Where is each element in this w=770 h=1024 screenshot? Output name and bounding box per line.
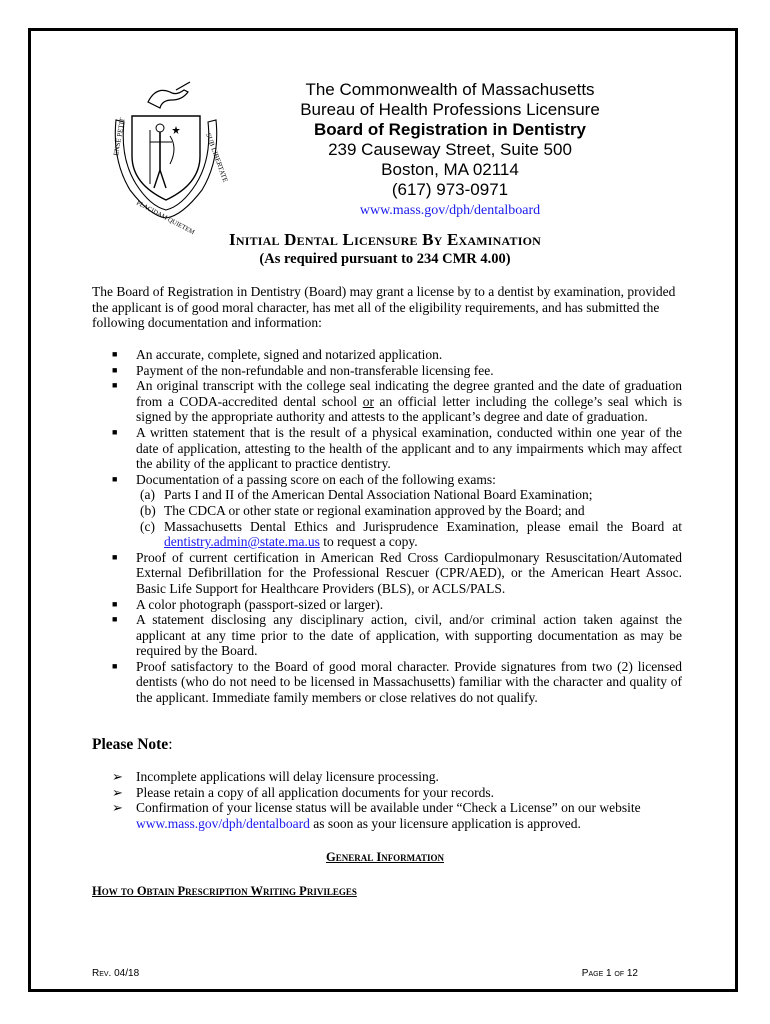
document-subtitle: (As required pursuant to 234 CMR 4.00) [259,251,511,267]
bullet-square-icon: ■ [112,473,118,484]
notes-list [92,769,682,831]
phone-number: (617) 973-0971 [391,180,509,199]
page-number: Page 1 of 12 [581,968,638,979]
commonwealth-line: The Commonwealth of Massachusetts [305,80,595,99]
bullet-square-icon: ■ [112,426,118,437]
list-item: ■ An accurate, complete, signed and notarized application. [112,347,443,362]
list-item: ➢ Incomplete applications will delay licensure processing. [112,769,439,784]
list-item: ■ Documentation of a passing score on each of the following exams: (a) Parts I and II of the American Dental Association National Board Examination; (b) The CDCA or other state or regional examination approved by the Board; and (c) Massachusetts Dental Ethics and Jurisprudence Examination, please email the Board at dentistry.admin@state.ma.us to request a copy. [112,471,682,550]
document-title: Initial Dental Licensure By Examination [229,230,541,249]
city-state-zip: Boston, MA 02114 [381,160,519,179]
list-item: ➢ Confirmation of your license status will be available under “Check a License” on our website www.mass.gov/dph/dentalboard as soon as your licensure application is approved. [112,800,641,831]
revision-label: Rev. 04/18 [92,968,140,979]
arrow-bullet-icon: ➢ [112,784,123,800]
bullet-square-icon: ■ [112,660,118,671]
seal-ring-left: ENSE PETIT [112,117,127,157]
board-email-link[interactable]: dentistry.admin@state.ma.us [164,534,320,550]
arrow-bullet-icon: ➢ [112,800,123,816]
list-item: ■ A written statement that is the result of a physical examination, conducted within one year of the date of application, attesting to the health of the applicant and to any impairments which may affect the ability of the applicant to practice dentistry. [112,424,682,472]
letterhead [270,80,630,220]
exam-sublist [136,487,682,549]
bullet-square-icon: ■ [112,598,118,609]
list-item: ■ Proof of current certification in American Red Cross Cardiopulmonary Resuscitation/Automated External Defibrillation for the Professional Rescuer (CPR/AED), or the American Heart Assoc. Basic Life Support for Healthcare Providers (BLS), or ACLS/PALS. [112,549,682,596]
list-item: ➢ Please retain a copy of all application documents for your records. [112,784,495,800]
prescription-privileges-heading: How to Obtain Prescription Writing Privileges [92,884,357,898]
street-address: 239 Causeway Street, Suite 500 [328,140,572,159]
sublist-item: (c) Massachusetts Dental Ethics and Jurisprudence Examination, please email the Board at dentistry.admin@state.ma.us to request a copy. [140,518,682,550]
arrow-bullet-icon: ➢ [112,769,123,784]
list-item: ■ Payment of the non-refundable and non-transferable licensing fee. [112,362,494,378]
bullet-square-icon: ■ [112,364,118,375]
list-item: ■ Proof satisfactory to the Board of good moral character. Provide signatures from two (2) licensed dentists (who do not need to be licensed in Massachusetts) familiar with the character and quality of the applicant. Immediate family members or close relatives do not qualify. [112,658,682,706]
bullet-square-icon: ■ [112,551,118,562]
website-link[interactable]: www.mass.gov/dph/dentalboard [136,815,310,831]
sublist-item: (a) Parts I and II of the American Dental Association National Board Examination; [140,487,593,503]
list-item: ■ A statement disclosing any disciplinary action, civil, and/or criminal action taken against the applicant at any time prior to the date of application, with supporting documentation as may be required by the Board. [112,612,682,659]
bullet-square-icon: ■ [112,614,118,625]
bureau-line: Bureau of Health Professions Licensure [300,100,600,119]
please-note-heading: Please Note: [92,736,173,753]
seal-ring-bottom: PLACIDAM QUIETEM [135,199,196,237]
bullet-square-icon: ■ [112,349,118,359]
requirements-list [92,347,682,706]
massachusetts-seal-icon [110,80,230,237]
intro-paragraph: The Board of Registration in Dentistry (Board) may grant a license by to a dentist by examination, provided the applicant is of good moral character, has met all of the eligibility requirements, and has submitted the following documentation and information: [92,284,676,331]
sublist-item: (b) The CDCA or other state or regional examination approved by the Board; and [140,502,585,518]
board-website-link[interactable]: www.mass.gov/dph/dentalboard [359,203,541,218]
board-name: Board of Registration in Dentistry [313,120,587,139]
bullet-square-icon: ■ [112,380,118,391]
list-item: ■ An original transcript with the college seal indicating the degree granted and the date of graduation from a CODA-accredited dental school or an official letter including the college’s seal which is signed by the appropriate authority and attests to the applicant’s degree and date of graduation. [112,378,683,425]
seal-ring-right: SUB LIBERTATE [204,131,230,184]
document-title-block [90,230,680,268]
list-item: ■ A color photograph (passport-sized or larger). [112,596,384,612]
general-information-heading: General Information [325,850,445,864]
